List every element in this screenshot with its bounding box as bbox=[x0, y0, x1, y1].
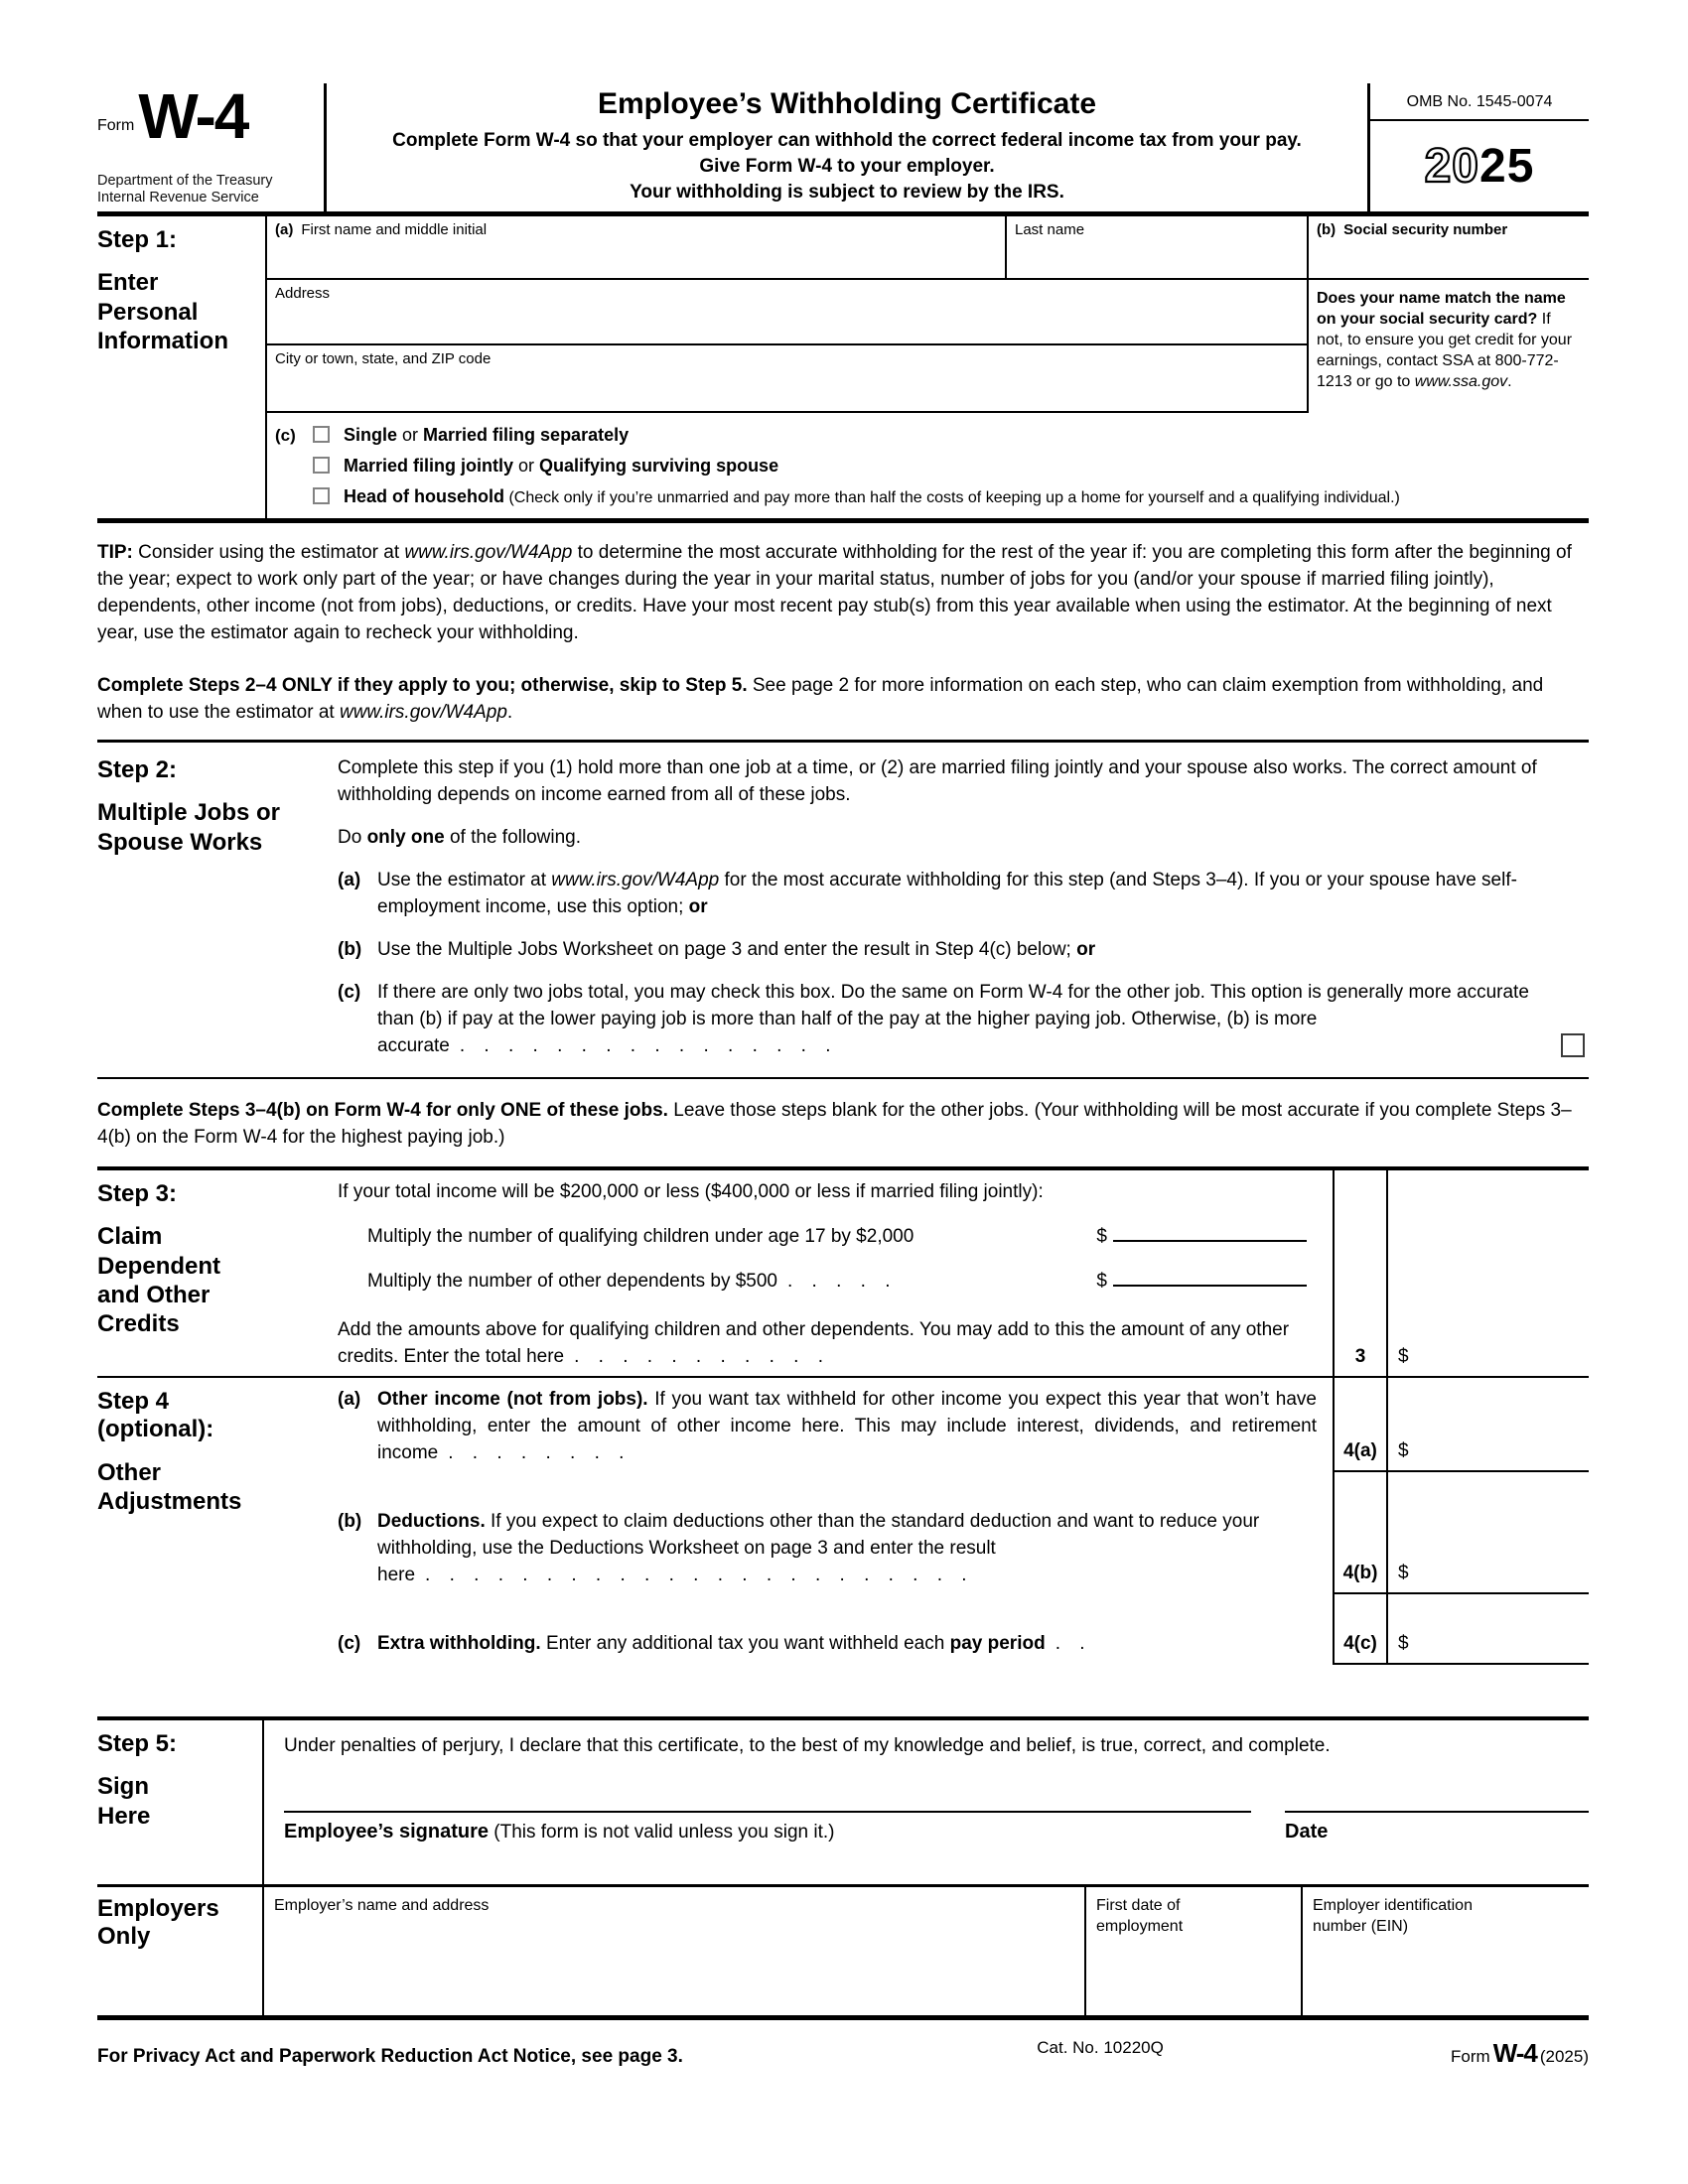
step3-content bbox=[338, 1170, 1333, 1376]
step4a-entry[interactable]: $ bbox=[1386, 1378, 1589, 1472]
step4b-main bbox=[97, 1508, 1333, 1594]
subtitle-line-1: Complete Form W-4 so that your employer can withhold the correct federal income tax from your pay. bbox=[392, 129, 1302, 151]
married-jointly-checkbox[interactable] bbox=[313, 457, 330, 474]
step3-children-line bbox=[338, 1223, 1317, 1250]
option-b-prefix: (b) bbox=[338, 938, 362, 960]
step3-title: Step 3: bbox=[97, 1179, 178, 1207]
step5-section bbox=[97, 1716, 1589, 1887]
filing-status-head-of-household bbox=[313, 486, 1589, 508]
dot-leader: . . . . . . . . . . . bbox=[574, 1345, 830, 1367]
form-id-block bbox=[97, 80, 324, 211]
dot-leader: . . . . . . . . . . . . . . . . bbox=[459, 1034, 838, 1056]
step4c-row bbox=[97, 1630, 1589, 1665]
step3-row bbox=[97, 1170, 1589, 1378]
form-title-block bbox=[324, 83, 1370, 211]
ssa-note-period: . bbox=[1507, 372, 1512, 390]
form-number-block bbox=[97, 80, 318, 152]
step5-content bbox=[264, 1720, 1589, 1884]
filing-status-single bbox=[313, 425, 1589, 446]
head-of-household-option-label: Head of household (Check only if you’re unmarried and pay more than half the costs of keeping up a home for yourself and a qualifying individual.) bbox=[344, 485, 1400, 506]
step1-section bbox=[97, 216, 1589, 523]
omb-year-block bbox=[1370, 83, 1589, 211]
dependents-amount-line[interactable] bbox=[1113, 1268, 1307, 1287]
step4b-row-number: 4(b) bbox=[1333, 1508, 1386, 1594]
step5-title: Step 5: bbox=[97, 1729, 178, 1757]
step4a-row bbox=[97, 1378, 1589, 1516]
estimator-url-2: www.irs.gov/W4App bbox=[339, 701, 507, 723]
step2-option-b: (b) Use the Multiple Jobs Worksheet on page 3 and enter the result in Step 4(c) below; or bbox=[338, 936, 1589, 963]
step3-total-entry[interactable]: $ bbox=[1386, 1170, 1589, 1376]
employee-signature-field[interactable]: Employee’s signature (This form is not valid unless you sign it.) bbox=[284, 1811, 1251, 1859]
step3-total-line: Add the amounts above for qualifying children and other dependents. You may add to this the amount of any other credits. Enter the total here . . . . . . . . . . . bbox=[338, 1318, 1290, 1367]
dependents-amount-field[interactable]: $ bbox=[1096, 1268, 1307, 1295]
step4a-main bbox=[97, 1378, 1333, 1516]
children-multiply-label: Multiply the number of qualifying children under age 17 by $2,000 bbox=[367, 1225, 914, 1247]
step4a-row-number: 4(a) bbox=[1333, 1378, 1386, 1472]
employers-only-section bbox=[97, 1887, 1589, 2020]
ssa-note bbox=[1309, 280, 1589, 392]
employer-name-address-field[interactable]: Employer’s name and address bbox=[264, 1887, 1086, 2015]
tax-year-outline: 20 bbox=[1424, 139, 1479, 193]
signature-row bbox=[284, 1811, 1589, 1859]
city-state-zip-field[interactable] bbox=[267, 345, 1307, 413]
ssa-note-text: If not, to ensure you get credit for your earnings, contact SSA at 800-772-1213 or go to bbox=[1317, 310, 1573, 390]
dot-leader: . . . . . . . . bbox=[448, 1441, 632, 1463]
step4-subtitle: Other Adjustments bbox=[97, 1459, 242, 1516]
form-footer-id: Form W-4 (2025) bbox=[1451, 2037, 1589, 2068]
step3-label-inner bbox=[97, 1170, 301, 1339]
step3-main bbox=[97, 1170, 1333, 1376]
step4-label-inner bbox=[97, 1388, 301, 1517]
children-amount-field[interactable]: $ bbox=[1096, 1223, 1307, 1250]
ein-field[interactable]: Employer identification number (EIN) bbox=[1313, 1896, 1473, 1935]
step5-label-col bbox=[97, 1720, 264, 1884]
dependents-multiply-label: Multiply the number of other dependents by $500 bbox=[367, 1270, 777, 1292]
perjury-declaration: Under penalties of perjury, I declare that this certificate, to the best of my knowledge and belief, is true, correct, and complete. bbox=[284, 1734, 1331, 1756]
filing-status-row bbox=[267, 413, 1589, 518]
signature-date-field[interactable]: Date bbox=[1285, 1811, 1589, 1859]
step4b-row bbox=[97, 1508, 1589, 1594]
agency-line-1: Department of the Treasury bbox=[97, 172, 273, 189]
step4-option-b: (b) Deductions. If you expect to claim deductions other than the standard deduction and want to reduce your withholding, use the Deductions Worksheet on page 3 and enter the result here . . . . . . . . . . . . . . . . . . . . . . . bbox=[338, 1508, 1317, 1588]
step4-title: Step 4 (optional): bbox=[97, 1387, 214, 1443]
step3-intro: If your total income will be $200,000 or less ($400,000 or less if married filing jointly): bbox=[338, 1180, 1044, 1202]
step4c-entry[interactable]: $ bbox=[1386, 1630, 1589, 1665]
step4c-main bbox=[97, 1630, 1333, 1665]
step4b-entry[interactable]: $ bbox=[1386, 1508, 1589, 1594]
ssa-url: www.ssa.gov bbox=[1414, 372, 1508, 390]
step2-section bbox=[97, 740, 1589, 1079]
step1-name-address-fields bbox=[267, 216, 1307, 413]
step2-content bbox=[338, 754, 1589, 1059]
address-label: Address bbox=[275, 284, 331, 302]
step1-content bbox=[265, 216, 1589, 518]
ssa-note-bold: Does your name match the name on your social security card? bbox=[1317, 289, 1566, 328]
option-a-prefix: (a) bbox=[338, 869, 361, 890]
step5-subtitle: Sign Here bbox=[97, 1773, 151, 1830]
step1-subtitle: Enter Personal Information bbox=[97, 269, 228, 354]
step2-option-a: (a) Use the estimator at www.irs.gov/W4App for the most accurate withholding for this step (and Steps 3–4). If you or your spouse have self-employment income, use this option; or bbox=[338, 867, 1589, 920]
first-name-label: First name and middle initial bbox=[301, 220, 488, 238]
field-a-prefix: (a) bbox=[275, 220, 294, 238]
address-field[interactable] bbox=[267, 280, 1307, 345]
dot-leader: . . . . . . . . . . . . . . . . . . . . . . . bbox=[425, 1564, 974, 1585]
ssn-label: Social security number bbox=[1343, 220, 1508, 238]
step4-option-c: (c) Extra withholding. Enter any additional tax you want withheld each pay period . . bbox=[338, 1630, 1317, 1657]
step4c-row-number: 4(c) bbox=[1333, 1630, 1386, 1665]
catalog-number: Cat. No. 10220Q bbox=[1037, 2037, 1164, 2057]
form-header bbox=[97, 80, 1589, 216]
step3-label-col bbox=[97, 1170, 338, 1376]
footer-form-number: W-4 bbox=[1492, 2037, 1537, 2068]
last-name-label: Last name bbox=[1015, 220, 1085, 238]
tax-year bbox=[1370, 121, 1589, 211]
table-spacer bbox=[97, 1472, 1589, 1508]
last-name-field[interactable] bbox=[1005, 216, 1307, 278]
married-jointly-option-label: Married filing jointly or Qualifying surviving spouse bbox=[344, 455, 779, 476]
tip-paragraph: TIP: Consider using the estimator at www.irs.gov/W4App to determine the most accurate withholding for the rest of the year if: you are completing this form after the beginning of the year; expect to work only part of the year; or have changes during the year in your marital status, number of jobs for you (and/or your spouse if married filing jointly), dependents, other income (not from jobs), deductions, or credits. Have your most recent pay stub(s) from this year available when using the estimator. At the beginning of next year, use the estimator again to recheck your withholding. bbox=[97, 541, 1572, 643]
agency-lines bbox=[97, 173, 318, 207]
agency-line-2: Internal Revenue Service bbox=[97, 190, 259, 206]
option-4b-prefix: (b) bbox=[338, 1510, 362, 1532]
step3-dependents-line bbox=[338, 1268, 1317, 1295]
children-amount-line[interactable] bbox=[1113, 1223, 1307, 1242]
steps-3-4b-instruction: Complete Steps 3–4(b) on Form W-4 for only ONE of these jobs. Leave those steps blank for the other jobs. (Your withholding will be most accurate if you complete Steps 3–4(b) on the Form W-4 for the highest paying job.) bbox=[97, 1099, 1572, 1148]
steps-3-4-table bbox=[97, 1166, 1589, 1665]
subtitle-line-2: Give Form W-4 to your employer. bbox=[699, 155, 995, 177]
estimator-url: www.irs.gov/W4App bbox=[404, 541, 573, 563]
single-option-label: Single or Married filing separately bbox=[344, 424, 630, 445]
step2-title: Step 2: bbox=[97, 755, 178, 783]
option-4c-prefix: (c) bbox=[338, 1632, 361, 1654]
page-title: Employee’s Withholding Certificate bbox=[597, 87, 1097, 120]
estimator-url-3: www.irs.gov/W4App bbox=[551, 869, 720, 890]
steps-2-4-instruction: Complete Steps 2–4 ONLY if they apply to you; otherwise, skip to Step 5. See page 2 for more information on each step, who can claim exemption from withholding, and when to use the estimator at www.irs.gov/W4App. bbox=[97, 674, 1544, 723]
first-date-employment-field[interactable]: First date of employment bbox=[1086, 1887, 1303, 2015]
step2-label-col bbox=[97, 754, 338, 1059]
filing-status-married-jointly bbox=[313, 456, 1589, 477]
two-jobs-checkbox[interactable] bbox=[1561, 1033, 1585, 1057]
step2-do-line: Do only one of the following. bbox=[338, 826, 582, 848]
step2-intro: Complete this step if you (1) hold more than one job at a time, or (2) are married filing jointly and your spouse also works. The correct amount of withholding depends on income earned from all of these jobs. bbox=[338, 756, 1537, 805]
step4b-content bbox=[338, 1508, 1333, 1594]
step1-label-col bbox=[97, 216, 265, 518]
option-c-prefix: (c) bbox=[338, 981, 361, 1003]
dot-leader: . . bbox=[1055, 1632, 1092, 1654]
employers-label-col bbox=[97, 1887, 264, 2015]
step4a-content bbox=[338, 1378, 1333, 1472]
subtitle-line-3: Your withholding is subject to review by the IRS. bbox=[630, 181, 1064, 203]
omb-number: OMB No. 1545-0074 bbox=[1370, 83, 1589, 121]
tip-lead: TIP: bbox=[97, 541, 133, 563]
head-of-household-checkbox[interactable] bbox=[313, 487, 330, 504]
employers-only-title: Employers Only bbox=[97, 1894, 219, 1951]
step4-label-col bbox=[97, 1378, 338, 1516]
step1-title: Step 1: bbox=[97, 225, 178, 253]
ssn-col bbox=[1307, 216, 1589, 413]
step3-row-number: 3 bbox=[1333, 1170, 1386, 1376]
step4-option-a: (a) Other income (not from jobs). If you want tax withheld for other income you expect this year that won’t have withholding, enter the amount of other income here. This may include interest, dividends, and retirement income . . . . . . . . bbox=[338, 1386, 1317, 1466]
field-c-prefix: (c) bbox=[275, 425, 296, 445]
table-spacer bbox=[97, 1594, 1589, 1630]
ssn-field[interactable] bbox=[1309, 216, 1589, 280]
step2-subtitle: Multiple Jobs or Spouse Works bbox=[97, 799, 281, 856]
form-number: W-4 bbox=[138, 80, 248, 152]
first-name-field[interactable] bbox=[267, 216, 1005, 278]
option-4a-prefix: (a) bbox=[338, 1388, 361, 1410]
filing-status-options bbox=[313, 425, 1589, 508]
privacy-act-notice: For Privacy Act and Paperwork Reduction Act Notice, see page 3. bbox=[97, 2045, 683, 2067]
form-word: Form bbox=[97, 117, 135, 135]
step2-option-c: (c) If there are only two jobs total, you may check this box. Do the same on Form W-4 for the other job. This option is generally more accurate than (b) if pay at the lower paying job is more than half of the pay at the higher paying job. Otherwise, (b) is more accurate . . . . . . . . . . . . . . . . bbox=[338, 979, 1589, 1059]
name-row bbox=[267, 216, 1307, 280]
city-label: City or town, state, and ZIP code bbox=[275, 349, 492, 367]
field-b-prefix: (b) bbox=[1317, 220, 1336, 238]
dot-leader: . . . . . bbox=[787, 1270, 898, 1292]
step3-subtitle: Claim Dependent and Other Credits bbox=[97, 1223, 221, 1338]
page-footer bbox=[97, 2038, 1589, 2069]
tax-year-bold: 25 bbox=[1479, 139, 1535, 193]
step4c-content bbox=[338, 1630, 1333, 1665]
step1-fields-block bbox=[267, 216, 1589, 413]
single-checkbox[interactable] bbox=[313, 426, 330, 443]
